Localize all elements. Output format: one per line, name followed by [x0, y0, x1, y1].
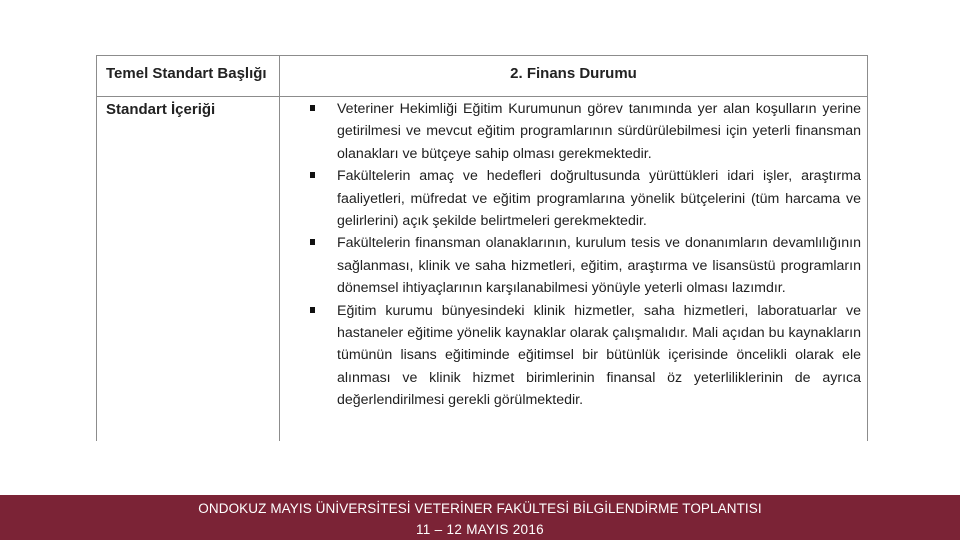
bullet-text: Veteriner Hekimliği Eğitim Kurumunun görev tanımında yer alan koşulların yerine getirilmesi ve mevcut eğitim programlarının sürdürülebilmesi için yeterli finansman olanakları ve bütçeye sahip olması gerekmektedir. — [337, 101, 861, 162]
list-item — [337, 165, 861, 232]
standards-table — [96, 55, 868, 441]
column-divider — [279, 96, 280, 441]
bullet-square-icon — [310, 172, 315, 178]
list-item — [337, 300, 861, 412]
footer-banner — [0, 495, 960, 540]
footer-date: 11 – 12 MAYIS 2016 — [416, 522, 544, 537]
list-item — [337, 98, 861, 165]
table-body-row — [97, 96, 867, 441]
header-right-cell: 2. Finans Durumu — [510, 65, 637, 82]
bullet-list — [337, 98, 861, 412]
bullet-square-icon — [310, 307, 315, 313]
bullet-square-icon — [310, 239, 315, 245]
bullet-text: Eğitim kurumu bünyesindeki klinik hizmetler, saha hizmetleri, laboratuarlar ve hastaneler eğitime yönelik kaynaklar olarak çalışmalıdır. Mali açıdan bu kaynakların tümünün lisans eğitiminde eğitimsel bir bütünlük içerisinde öncelikli olarak ele alınması ve klinik hizmet birimlerinin finansal öz yeterliliklerinin de ayrıca değerlendirilmesi gerekli görülmektedir. — [337, 302, 861, 409]
list-item — [337, 232, 861, 299]
bullet-text: Fakültelerin amaç ve hedefleri doğrultusunda yürüttükleri idari işler, araştırma faaliyetleri, müfredat ve eğitim programlarına yönelik bütçelerini (tüm harcama ve gelirlerini) açık şekilde belirtmeleri gerekmektedir. — [337, 168, 861, 230]
bullet-text: Fakültelerin finansman olanaklarının, kurulum tesis ve donanımların devamlılığının sağlanması, klinik ve saha hizmetleri, eğitim, araştırma ve lisansüstü programların dönemsel ihtiyaçlarının karşılanabilmesi yönüyle yeterli olması lazımdır. — [337, 235, 861, 297]
bullet-square-icon — [310, 105, 315, 111]
footer-title: ONDOKUZ MAYIS ÜNİVERSİTESİ VETERİNER FAKÜLTESİ BİLGİLENDİRME TOPLANTISI — [198, 501, 762, 516]
header-left-cell: Temel Standart Başlığı — [106, 65, 267, 82]
body-left-cell: Standart İçeriği — [106, 101, 216, 118]
table-header-row — [97, 56, 867, 97]
